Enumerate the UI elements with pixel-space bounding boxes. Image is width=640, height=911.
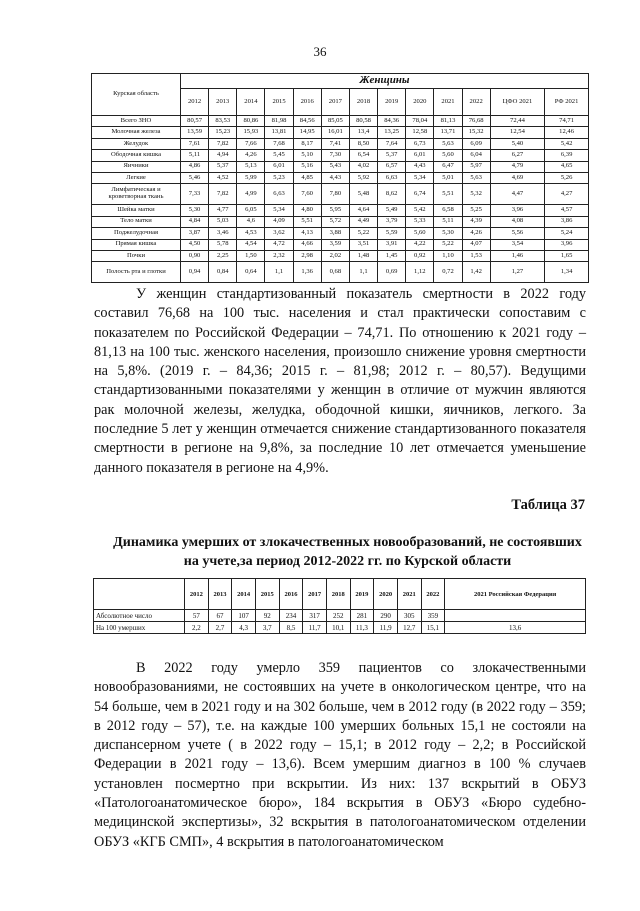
table-cell: 6,63 xyxy=(378,172,406,183)
table-cell: 6,63 xyxy=(265,184,293,205)
table-cell: 1,36 xyxy=(293,262,321,283)
table-header-row xyxy=(92,74,589,89)
row-label: Желудок xyxy=(92,138,181,149)
table-cell: 5,63 xyxy=(462,172,490,183)
table-cell: 81,98 xyxy=(265,116,293,127)
table-cell: 14,95 xyxy=(293,127,321,138)
column-header: 2022 xyxy=(462,89,490,116)
table-cell: 5,23 xyxy=(265,172,293,183)
row-label: Тело матки xyxy=(92,216,181,227)
table-cell: 3,88 xyxy=(321,228,349,239)
table-cell: 13,6 xyxy=(445,622,586,634)
table-cell: 5,46 xyxy=(181,172,209,183)
table-cell: 5,42 xyxy=(406,205,434,216)
table-cell: 1,46 xyxy=(490,250,544,261)
column-header: 2013 xyxy=(209,89,237,116)
table-cell: 3,86 xyxy=(545,216,589,227)
table-cell: 6,73 xyxy=(406,138,434,149)
table-cell: 5,10 xyxy=(293,150,321,161)
column-header: 2022 xyxy=(421,579,445,610)
column-header: 2018 xyxy=(349,89,377,116)
table-cell: 1,42 xyxy=(462,262,490,283)
table-cell: 0,72 xyxy=(434,262,462,283)
table-cell: 4,13 xyxy=(293,228,321,239)
column-header: 2015 xyxy=(255,579,279,610)
table-cell: 5,51 xyxy=(293,216,321,227)
table-cell: 5,11 xyxy=(181,150,209,161)
column-header: 2014 xyxy=(232,579,256,610)
table-cell: 5,34 xyxy=(406,172,434,183)
table-cell: 4,6 xyxy=(237,216,265,227)
table-cell: 5,63 xyxy=(434,138,462,149)
table-cell: 5,34 xyxy=(265,205,293,216)
table-cell: 1,34 xyxy=(545,262,589,283)
table-cell: 4,52 xyxy=(209,172,237,183)
table-cell: 16,01 xyxy=(321,127,349,138)
region-header: Курская область xyxy=(92,74,181,116)
table-cell: 1,65 xyxy=(545,250,589,261)
table-cell: 5,45 xyxy=(265,150,293,161)
table-cell: 1,12 xyxy=(406,262,434,283)
table-cell: 4,3 xyxy=(232,622,256,634)
table-cell: 4,27 xyxy=(545,184,589,205)
table-cell: 234 xyxy=(279,610,303,622)
table-cell: 7,66 xyxy=(237,138,265,149)
table-cell: 0,84 xyxy=(209,262,237,283)
table-row xyxy=(92,262,589,283)
table-cell: 5,49 xyxy=(378,205,406,216)
table-cell: 13,25 xyxy=(378,127,406,138)
table-cell: 290 xyxy=(374,610,398,622)
table-cell: 5,48 xyxy=(349,184,377,205)
table-cell: 13,81 xyxy=(265,127,293,138)
table-cell: 8,5 xyxy=(279,622,303,634)
table-cell: 5,56 xyxy=(490,228,544,239)
table-cell: 5,22 xyxy=(349,228,377,239)
table-cell: 7,30 xyxy=(321,150,349,161)
table-cell: 92 xyxy=(255,610,279,622)
table-cell: 57 xyxy=(185,610,209,622)
table-cell: 6,39 xyxy=(545,150,589,161)
row-label: Полость рта и глотки xyxy=(92,262,181,283)
table-cell: 4,57 xyxy=(545,205,589,216)
table-cell: 4,54 xyxy=(237,239,265,250)
row-label: Поджелудочная xyxy=(92,228,181,239)
table-cell: 6,05 xyxy=(237,205,265,216)
table-cell: 281 xyxy=(350,610,374,622)
table-cell: 80,57 xyxy=(181,116,209,127)
column-header: 2021 Российская Федерация xyxy=(445,579,586,610)
table-cell: 5,60 xyxy=(406,228,434,239)
table-cell: 4,99 xyxy=(237,184,265,205)
column-header: 2013 xyxy=(208,579,232,610)
paragraph-women-mortality xyxy=(94,285,586,478)
table-cell: 2,98 xyxy=(293,250,321,261)
table-cell: 3,87 xyxy=(181,228,209,239)
table-cell: 4,69 xyxy=(490,172,544,183)
table-cell: 7,64 xyxy=(378,138,406,149)
table-cell: 15,23 xyxy=(209,127,237,138)
table-cell: 5,40 xyxy=(490,138,544,149)
table-cell: 74,71 xyxy=(545,116,589,127)
unregistered-deaths-table xyxy=(93,578,586,634)
table-cell: 12,46 xyxy=(545,127,589,138)
column-header: 2018 xyxy=(326,579,350,610)
paragraph-text: В 2022 году умерло 359 пациентов со злокачественными новообразованиями, не состоявших на учете в онкологическом центре, что на 54 больше, чем в 2021 году и на 302 больше, чем в 2012 году (в 2022 году – 359; в 2012 году – 57), т.е. на каждые 100 умерших больных 15,1 не состояли на диспансерном учете ( в 2022 году – 15,1; в 2012 году – 2,2; в Российской Федерации в 2021 году – 13,6). Всем умершим диагноз в 100 % случаев установлен посмертно при вскрытии. Из них: 137 вскрытий в ОБУЗ «Патологоанатомическое бюро», 184 вскрытия в ОБУЗ «Бюро судебно-медицинской экспертизы», 32 вскрытия в патологоанатомическом отделении ОБУЗ «КГБ СМП», 4 вскрытия в патологоанатомическом xyxy=(94,660,586,850)
table-cell: 72,44 xyxy=(490,116,544,127)
table-cell: 5,32 xyxy=(462,184,490,205)
table-cell: 5,30 xyxy=(181,205,209,216)
table-cell: 6,09 xyxy=(462,138,490,149)
table-cell: 3,54 xyxy=(490,239,544,250)
table-cell: 1,1 xyxy=(265,262,293,283)
paragraph-unregistered-deaths xyxy=(94,659,586,852)
paragraph-text: У женщин стандартизованный показатель смертности в 2022 году составил 76,68 на 100 тыс. населения и стал практически сопоставим с показателем по Российской Федерации – 74,71. По отношению к 2021 году – 81,13 на 100 тыс. женского населения, произошло снижение уровня смертности на 5,8%. (2019 г. – 84,36; 2015 г. – 81,98; 2012 г. – 80,57). Ведущими стандартизованными показателями у женщин в отличие от мужчин являются рак молочной железы, желудка, ободочной кишки, яичников, легкого. За последние 5 лет у женщин отмечается снижение стандартизованного показателя смертности в регионе на 9,8%, за последние 10 лет отмечается уменьшение данного показателя в регионе на 4,9%. xyxy=(94,286,586,476)
table-cell: 4,43 xyxy=(321,172,349,183)
table-cell: 5,60 xyxy=(434,150,462,161)
column-header: 2014 xyxy=(237,89,265,116)
table-cell: 6,74 xyxy=(406,184,434,205)
table-cell: 3,96 xyxy=(545,239,589,250)
table-cell: 252 xyxy=(326,610,350,622)
table-cell: 7,82 xyxy=(209,184,237,205)
table-row xyxy=(92,116,589,127)
table-cell: 5,51 xyxy=(434,184,462,205)
table-cell: 1,10 xyxy=(434,250,462,261)
row-label: Всего ЗНО xyxy=(92,116,181,127)
table-cell: 6,04 xyxy=(462,150,490,161)
table-cell: 5,25 xyxy=(462,205,490,216)
table-cell: 7,60 xyxy=(293,184,321,205)
table-cell: 3,79 xyxy=(378,216,406,227)
column-header: 2016 xyxy=(293,89,321,116)
table-cell: 4,79 xyxy=(490,161,544,172)
table-cell: 4,85 xyxy=(293,172,321,183)
table-row xyxy=(92,161,589,172)
table-cell: 317 xyxy=(303,610,327,622)
table-cell: 3,59 xyxy=(321,239,349,250)
table-cell: 7,61 xyxy=(181,138,209,149)
table-cell: 2,7 xyxy=(208,622,232,634)
table-cell: 67 xyxy=(208,610,232,622)
table-cell: 4,26 xyxy=(462,228,490,239)
table-cell: 5,97 xyxy=(462,161,490,172)
table-cell: 3,46 xyxy=(209,228,237,239)
table-cell: 5,26 xyxy=(545,172,589,183)
table-cell: 0,90 xyxy=(181,250,209,261)
table-cell: 10,1 xyxy=(326,622,350,634)
table-cell: 4,80 xyxy=(293,205,321,216)
table-cell: 3,7 xyxy=(255,622,279,634)
table-cell: 1,53 xyxy=(462,250,490,261)
table-row xyxy=(92,150,589,161)
table-cell: 4,77 xyxy=(209,205,237,216)
table-cell: 13,4 xyxy=(349,127,377,138)
table-cell: 1,1 xyxy=(349,262,377,283)
table-cell: 5,99 xyxy=(237,172,265,183)
table-cell: 5,78 xyxy=(209,239,237,250)
table-cell: 12,58 xyxy=(406,127,434,138)
table-cell: 5,30 xyxy=(434,228,462,239)
table-row xyxy=(92,216,589,227)
table-cell: 5,13 xyxy=(237,161,265,172)
column-header: 2015 xyxy=(265,89,293,116)
table-row xyxy=(92,127,589,138)
table-cell: 4,72 xyxy=(265,239,293,250)
women-header: Женщины xyxy=(181,74,589,89)
column-header: 2012 xyxy=(181,89,209,116)
table-row xyxy=(94,622,586,634)
table-cell: 4,84 xyxy=(181,216,209,227)
table-cell: 11,3 xyxy=(350,622,374,634)
table-cell: 15,1 xyxy=(421,622,445,634)
table-cell: 5,59 xyxy=(378,228,406,239)
table-cell: 4,09 xyxy=(265,216,293,227)
column-header: 2021 xyxy=(434,89,462,116)
table-cell: 13,71 xyxy=(434,127,462,138)
table-cell: 4,65 xyxy=(545,161,589,172)
row-label: Шейка матки xyxy=(92,205,181,216)
table-cell: 85,05 xyxy=(321,116,349,127)
table-cell: 11,9 xyxy=(374,622,398,634)
table-cell: 15,93 xyxy=(237,127,265,138)
table-cell: 84,36 xyxy=(378,116,406,127)
table-cell: 6,47 xyxy=(434,161,462,172)
table-cell xyxy=(445,610,586,622)
table-cell: 6,01 xyxy=(406,150,434,161)
table-cell: 305 xyxy=(397,610,421,622)
table-cell: 1,27 xyxy=(490,262,544,283)
table-cell: 4,47 xyxy=(490,184,544,205)
table-cell: 5,42 xyxy=(545,138,589,149)
table-cell: 5,11 xyxy=(434,216,462,227)
table-cell: 4,43 xyxy=(406,161,434,172)
table-cell: 8,50 xyxy=(349,138,377,149)
row-label: Прямая кишка xyxy=(92,239,181,250)
table-cell: 5,33 xyxy=(406,216,434,227)
table-cell: 5,22 xyxy=(434,239,462,250)
column-header: 2020 xyxy=(374,579,398,610)
column-header: РФ 2021 xyxy=(545,89,589,116)
table-cell: 6,57 xyxy=(378,161,406,172)
column-header: 2019 xyxy=(378,89,406,116)
row-label: Яичники xyxy=(92,161,181,172)
table-cell: 5,37 xyxy=(378,150,406,161)
table-row xyxy=(92,228,589,239)
table-cell: 4,07 xyxy=(462,239,490,250)
column-header: 2017 xyxy=(303,579,327,610)
women-mortality-table xyxy=(91,73,589,283)
table-row xyxy=(94,610,586,622)
table-cell: 7,68 xyxy=(265,138,293,149)
table-cell: 15,32 xyxy=(462,127,490,138)
table-cell: 4,94 xyxy=(209,150,237,161)
table-cell: 3,62 xyxy=(265,228,293,239)
table-cell: 4,39 xyxy=(462,216,490,227)
table-label: Таблица 37 xyxy=(511,497,585,513)
table-cell: 81,13 xyxy=(434,116,462,127)
table-cell: 83,53 xyxy=(209,116,237,127)
table-cell: 5,92 xyxy=(349,172,377,183)
table-cell: 8,62 xyxy=(378,184,406,205)
table-cell: 5,16 xyxy=(293,161,321,172)
table-cell: 80,58 xyxy=(349,116,377,127)
table-cell: 4,26 xyxy=(237,150,265,161)
table-cell: 78,04 xyxy=(406,116,434,127)
table-row xyxy=(92,138,589,149)
table-cell: 4,53 xyxy=(237,228,265,239)
table-cell: 2,2 xyxy=(185,622,209,634)
column-header: ЦФО 2021 xyxy=(490,89,544,116)
table-cell: 4,08 xyxy=(490,216,544,227)
table-cell: 5,37 xyxy=(209,161,237,172)
row-label: Почки xyxy=(92,250,181,261)
column-header: 2021 xyxy=(397,579,421,610)
table-row xyxy=(92,205,589,216)
table-cell: 80,86 xyxy=(237,116,265,127)
table-cell: 1,50 xyxy=(237,250,265,261)
table-cell: 3,96 xyxy=(490,205,544,216)
row-label: На 100 умерших xyxy=(94,622,185,634)
table-cell: 3,51 xyxy=(349,239,377,250)
table-cell: 12,7 xyxy=(397,622,421,634)
table-cell: 5,03 xyxy=(209,216,237,227)
table-cell: 0,64 xyxy=(237,262,265,283)
row-label: Лимфатическая и кроветворная ткань xyxy=(92,184,181,205)
column-header: 2019 xyxy=(350,579,374,610)
table-cell: 6,27 xyxy=(490,150,544,161)
table-cell: 4,64 xyxy=(349,205,377,216)
table-cell: 11,7 xyxy=(303,622,327,634)
table-cell: 4,66 xyxy=(293,239,321,250)
table-cell: 0,68 xyxy=(321,262,349,283)
table-cell: 76,68 xyxy=(462,116,490,127)
table-cell: 7,82 xyxy=(209,138,237,149)
table-cell: 359 xyxy=(421,610,445,622)
table-cell: 13,59 xyxy=(181,127,209,138)
column-header: 2017 xyxy=(321,89,349,116)
table-cell: 3,91 xyxy=(378,239,406,250)
table-cell: 4,02 xyxy=(349,161,377,172)
table-title: Динамика умерших от злокачественных новообразований, не состоявших на учете,за период 2012-2022 гг. по Курской области xyxy=(113,535,582,569)
row-label: Абсолютное число xyxy=(94,610,185,622)
table-cell: 7,33 xyxy=(181,184,209,205)
page-number: 36 xyxy=(313,44,327,59)
table-cell: 84,56 xyxy=(293,116,321,127)
table-cell: 4,86 xyxy=(181,161,209,172)
table-cell: 2,02 xyxy=(321,250,349,261)
table-cell: 107 xyxy=(232,610,256,622)
table-cell: 0,69 xyxy=(378,262,406,283)
table-cell: 0,92 xyxy=(406,250,434,261)
table-cell: 7,41 xyxy=(321,138,349,149)
table-cell: 7,80 xyxy=(321,184,349,205)
row-label: Молочная железа xyxy=(92,127,181,138)
column-header: 2012 xyxy=(185,579,209,610)
table-cell: 1,48 xyxy=(349,250,377,261)
row-label: Легкие xyxy=(92,172,181,183)
table-cell: 1,45 xyxy=(378,250,406,261)
table-row xyxy=(92,172,589,183)
table-cell: 6,54 xyxy=(349,150,377,161)
year-header-row xyxy=(94,579,586,610)
table-cell: 5,95 xyxy=(321,205,349,216)
table-cell: 8,17 xyxy=(293,138,321,149)
column-header: 2016 xyxy=(279,579,303,610)
table-row xyxy=(92,250,589,261)
table-cell: 5,43 xyxy=(321,161,349,172)
table-row xyxy=(92,239,589,250)
table-cell: 6,58 xyxy=(434,205,462,216)
table-cell: 2,25 xyxy=(209,250,237,261)
table-cell: 5,72 xyxy=(321,216,349,227)
table-row xyxy=(92,184,589,205)
table-cell: 12,54 xyxy=(490,127,544,138)
column-header: 2020 xyxy=(406,89,434,116)
table-cell: 5,24 xyxy=(545,228,589,239)
table-cell: 6,01 xyxy=(265,161,293,172)
table-cell: 4,49 xyxy=(349,216,377,227)
table-cell: 5,01 xyxy=(434,172,462,183)
table-cell: 4,22 xyxy=(406,239,434,250)
table-cell: 4,50 xyxy=(181,239,209,250)
corner-cell xyxy=(94,579,185,610)
table-cell: 0,94 xyxy=(181,262,209,283)
row-label: Ободочная кишка xyxy=(92,150,181,161)
table-cell: 2,32 xyxy=(265,250,293,261)
